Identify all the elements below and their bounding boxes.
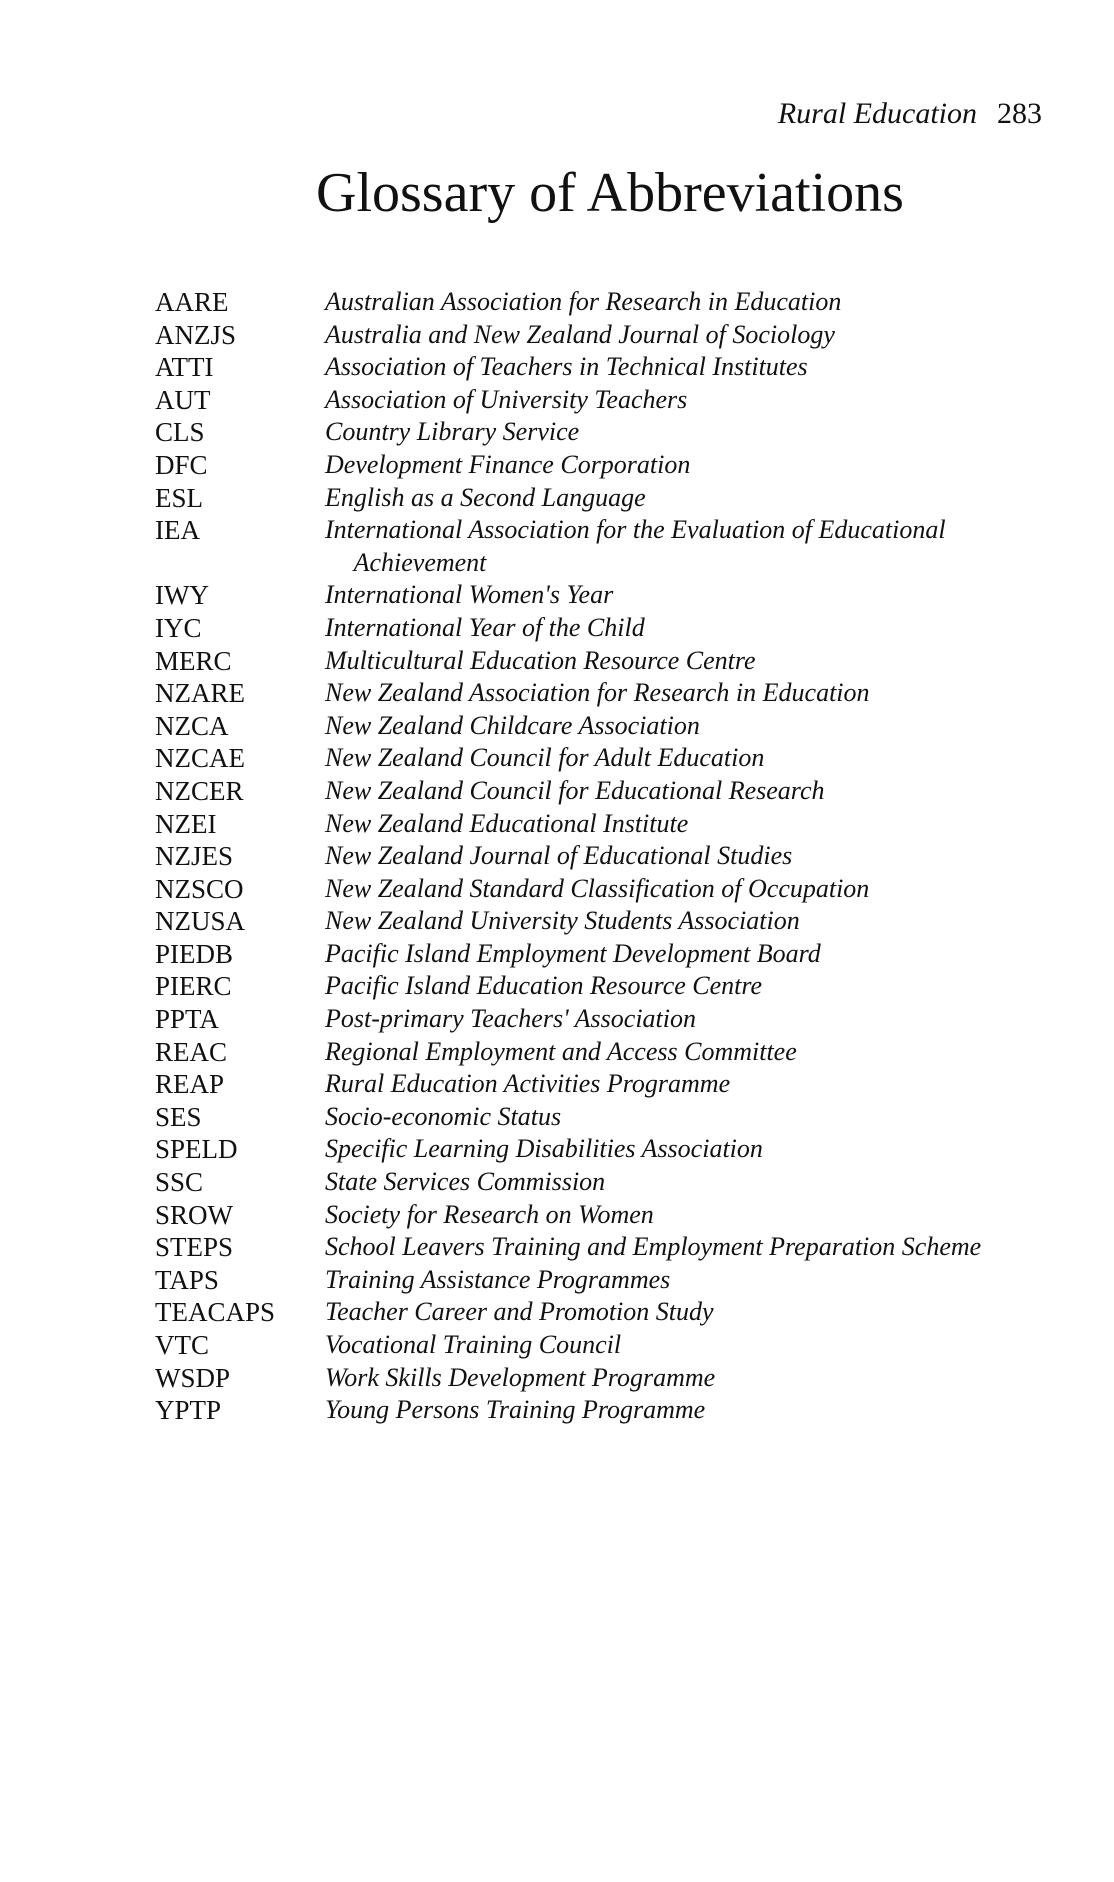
abbreviation-meaning: New Zealand Childcare Association [325,710,700,740]
glossary-entry [155,1133,1035,1166]
abbreviation-meaning: International Women's Year [325,580,614,610]
glossary-entry [155,1362,1035,1395]
glossary-entry [155,449,1035,482]
glossary-entry [155,1264,1035,1297]
glossary-entry [155,482,1035,515]
glossary-entry [155,351,1035,384]
abbreviation-meaning: Post-primary Teachers' Association [325,1004,697,1034]
abbreviation: NZSCO [155,873,244,904]
glossary-entry [155,1394,1035,1427]
abbreviation-meaning: New Zealand University Students Association [325,906,800,936]
abbreviation: REAC [155,1036,228,1067]
abbreviation: PIERC [155,971,232,1002]
abbreviation: YPTP [155,1395,222,1426]
abbreviation: TAPS [155,1264,219,1295]
glossary-entry [155,742,1035,775]
abbreviation-meaning: Socio-economic Status [325,1101,562,1131]
glossary-entry [155,1166,1035,1199]
glossary-entry [155,840,1035,873]
glossary-entry [155,905,1035,938]
abbreviation: NZARE [155,678,245,709]
abbreviation: IYC [155,612,202,643]
abbreviation-meaning: State Services Commission [325,1167,606,1197]
abbreviation: NZEI [155,808,217,839]
abbreviation: VTC [155,1330,209,1360]
glossary-entry [155,514,1035,579]
glossary-entry [155,775,1035,808]
abbreviation: NZCER [155,775,244,806]
abbreviation: ESL [155,482,204,513]
glossary-entry [155,677,1035,710]
abbreviation: WSDP [155,1362,231,1393]
glossary-entry [155,1003,1035,1036]
glossary-entry [155,808,1035,841]
abbreviation-meaning: Association of Teachers in Technical Institutes [325,352,808,382]
glossary-list [155,286,1035,1427]
abbreviation: DFC [155,449,208,480]
abbreviation: TEACAPS [155,1297,276,1328]
glossary-entry [155,873,1035,906]
abbreviation-meaning: Teacher Career and Promotion Study [325,1297,714,1327]
abbreviation-meaning: Society for Research on Women [325,1199,654,1229]
glossary-entry [155,1101,1035,1134]
abbreviation: NZJES [155,841,234,872]
abbreviation-meaning: New Zealand Educational Institute [325,808,689,838]
glossary-entry [155,938,1035,971]
glossary-entry [155,1036,1035,1069]
abbreviation: STEPS [155,1232,234,1263]
abbreviation-meaning: International Year of the Child [325,612,645,642]
abbreviation-meaning: Australia and New Zealand Journal of Sociology [325,319,835,349]
abbreviation: IWY [155,580,209,611]
glossary-entry [155,710,1035,743]
abbreviation: SES [155,1101,202,1132]
glossary-entry [155,579,1035,612]
page-number: 283 [997,97,1042,130]
abbreviation-meaning: Vocational Training Council [325,1330,622,1359]
glossary-entry [155,612,1035,645]
abbreviation: AUT [155,384,211,415]
glossary-entry [155,645,1035,678]
abbreviation: SROW [155,1199,234,1230]
abbreviation-meaning: Country Library Service [325,417,580,447]
abbreviation-meaning: Young Persons Training Programme [325,1395,706,1425]
abbreviation-meaning: Association of University Teachers [325,384,688,414]
abbreviation: PIEDB [155,938,234,969]
abbreviation: REAP [155,1069,225,1100]
abbreviation: PPTA [155,1004,219,1035]
abbreviation-meaning: Development Finance Corporation [325,449,691,479]
glossary-entry [155,970,1035,1003]
glossary-entry [155,384,1035,417]
glossary-entry [155,416,1035,449]
abbreviation-meaning: Multicultural Education Resource Centre [325,645,756,675]
glossary-entry [155,1231,1035,1264]
abbreviation-meaning: New Zealand Council for Adult Education [325,743,765,773]
glossary-entry [155,319,1035,352]
running-head [778,96,1042,132]
glossary-entry [155,1068,1035,1101]
abbreviation: SSC [155,1167,204,1198]
abbreviation: CLS [155,417,205,448]
glossary-entry [155,1199,1035,1232]
abbreviation: SPELD [155,1134,238,1165]
abbreviation-meaning: New Zealand Journal of Educational Studies [325,841,793,871]
abbreviation: MERC [155,645,232,676]
abbreviation-meaning: New Zealand Standard Classification of Occupation [325,873,870,903]
abbreviation-meaning: Pacific Island Employment Development Board [325,938,821,968]
page-title: Glossary of Abbreviations [316,162,904,224]
abbreviation: NZCAE [155,743,245,774]
abbreviation: ANZJS [155,319,237,350]
abbreviation: NZUSA [155,906,246,937]
abbreviation-meaning: School Leavers Training and Employment Preparation Scheme [325,1232,982,1262]
abbreviation-meaning: English as a Second Language [325,482,646,512]
glossary-entry [155,1296,1035,1329]
abbreviation-meaning: Training Assistance Programmes [325,1264,671,1294]
abbreviation-meaning: Australian Association for Research in Education [325,287,842,316]
abbreviation-meaning: International Association for the Evaluation of Educational Achievement [325,515,946,577]
abbreviation: AARE [155,287,229,317]
abbreviation: IEA [155,515,200,546]
abbreviation: NZCA [155,710,229,741]
section-title: Rural Education [777,97,977,130]
abbreviation: ATTI [155,352,214,383]
glossary-entry [155,286,1035,319]
abbreviation-meaning: Specific Learning Disabilities Association [325,1134,763,1164]
abbreviation-meaning: New Zealand Council for Educational Research [325,775,825,805]
glossary-entry [155,1329,1035,1362]
abbreviation-meaning: Regional Employment and Access Committee [325,1036,797,1066]
abbreviation-meaning: Work Skills Development Programme [325,1362,716,1392]
abbreviation-meaning: Rural Education Activities Programme [325,1069,731,1099]
abbreviation-meaning: Pacific Island Education Resource Centre [325,971,763,1001]
abbreviation-meaning: New Zealand Association for Research in Education [325,678,870,708]
